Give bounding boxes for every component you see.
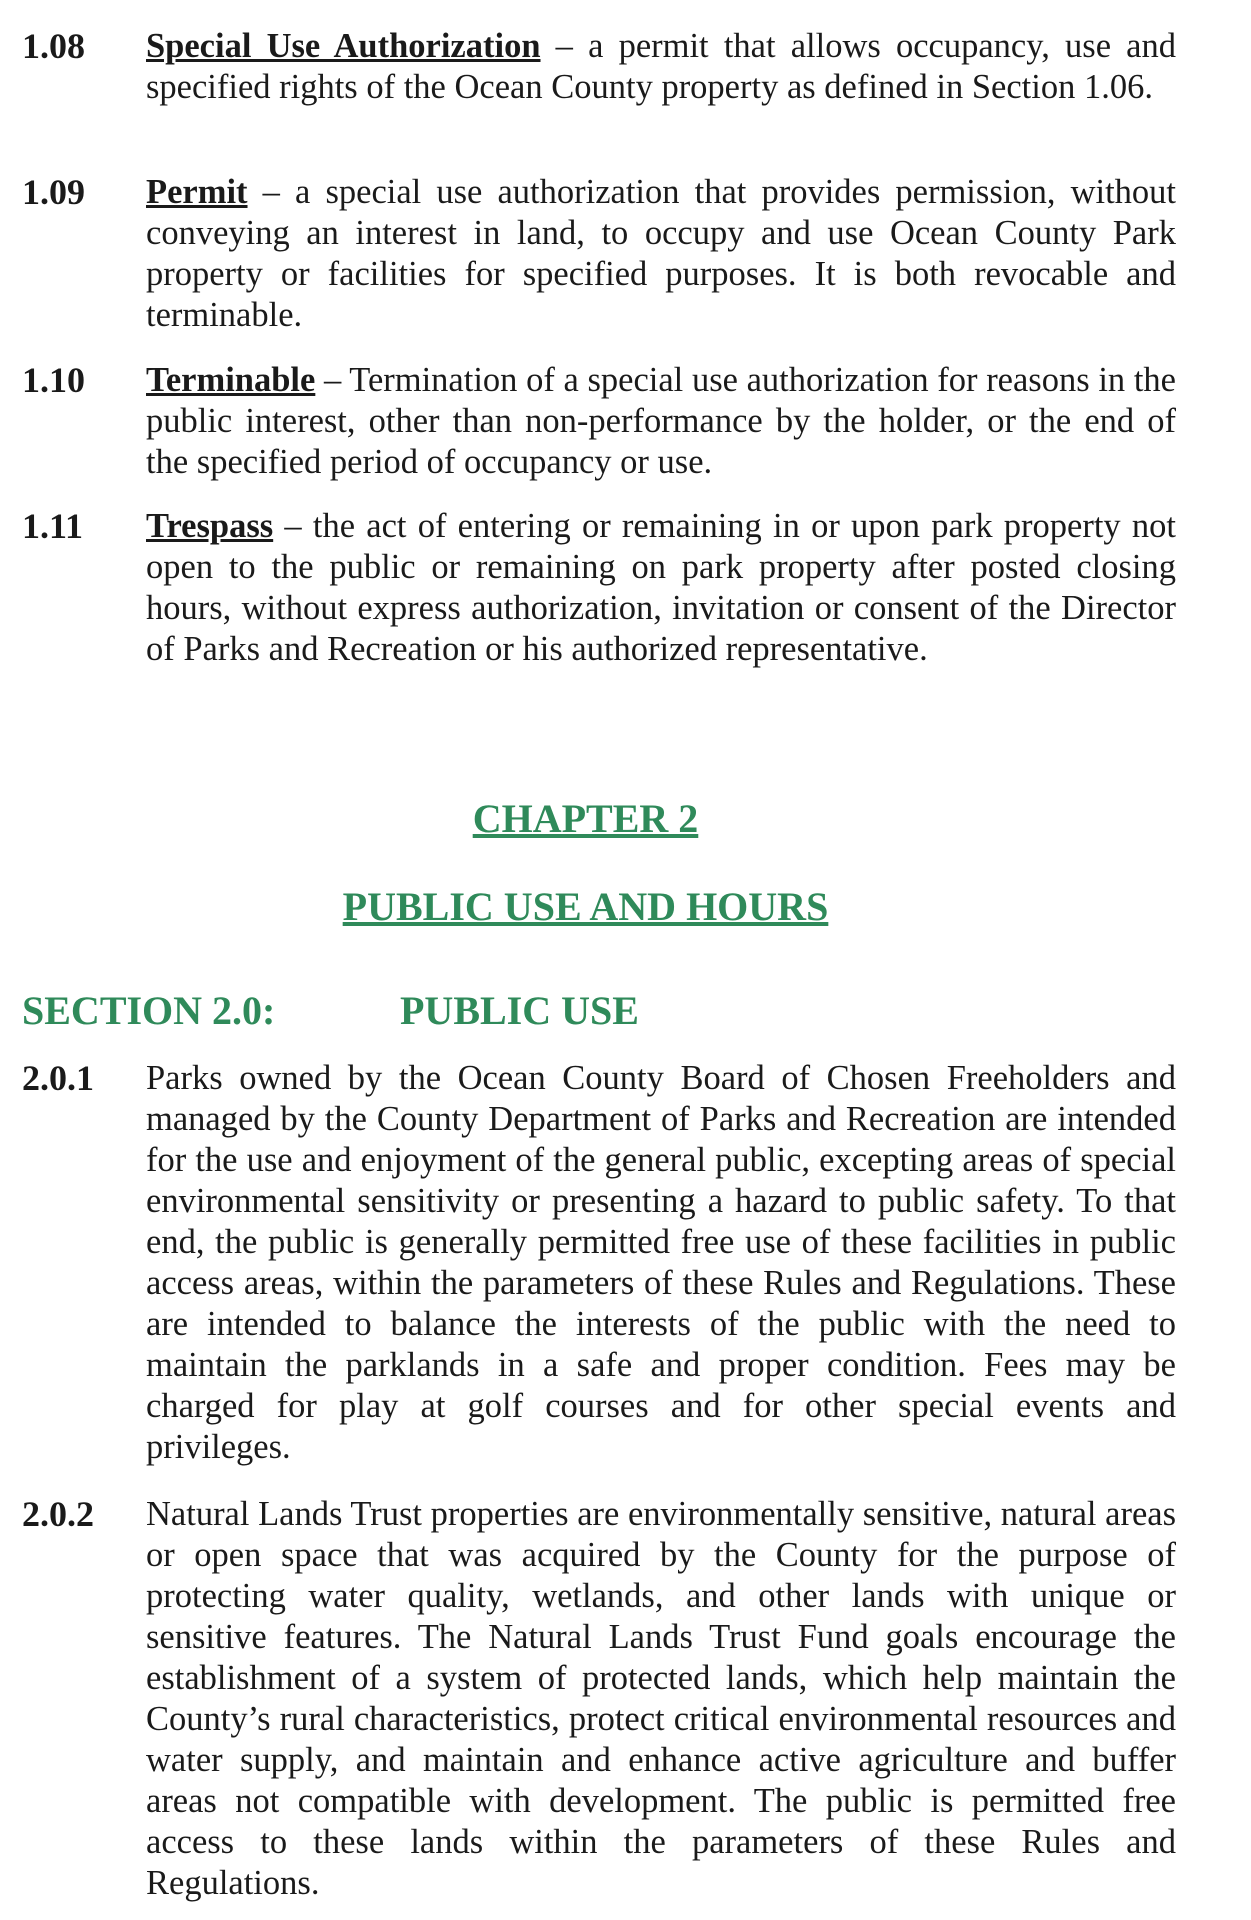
chapter-title: PUBLIC USE AND HOURS [342, 884, 829, 929]
section-label: SECTION 2.0: [22, 988, 276, 1033]
definition-term: Permit [146, 173, 248, 211]
definition-text: – a special use authorization that provides permission, without conveying an interest in land, to occupy and use Ocean County Park property or facilities for specified purposes. It is both revocable and terminable. [146, 173, 1176, 334]
definition-number: 1.10 [22, 360, 85, 400]
chapter-label: CHAPTER 2 [472, 796, 699, 841]
clause-number: 2.0.2 [22, 1494, 94, 1534]
definition-body [146, 506, 1176, 670]
definition-1-10 [22, 360, 1176, 483]
definition-1-09 [22, 172, 1176, 336]
clause-text: Natural Lands Trust properties are environmentally sensitive, natural areas or open space that was acquired by the County for the purpose of protecting water quality, wetlands, and other lands with unique or sensitive features. The Natural Lands Trust Fund goals encourage the establishment of a system of protected lands, which help maintain the County’s rural characteristics, protect critical environmental resources and water supply, and maintain and enhance active agriculture and buffer areas not compatible with development. The public is permitted free access to these lands within the parameters of these Rules and Regulations. [146, 1495, 1176, 1902]
definition-term: Terminable [146, 361, 316, 399]
definition-body [146, 172, 1176, 336]
definition-term: Trespass [146, 507, 274, 545]
definition-term: Special Use Authorization [146, 27, 541, 65]
clause-2-0-1 [22, 1058, 1176, 1468]
clause-text: Parks owned by the Ocean County Board of Chosen Freeholders and managed by the County Department of Parks and Recreation are intended for the use and enjoyment of the general public, excepting areas of special environmental sensitivity or presenting a hazard to public safety. To that end, the public is generally permitted free use of these facilities in public access areas, within the parameters of these Rules and Regulations. These are intended to balance the interests of the public with the need to maintain the parklands in a safe and proper condition. Fees may be charged for play at golf courses and for other special events and privileges. [146, 1059, 1176, 1466]
definition-text: – Termination of a special use authorization for reasons in the public interest, other than non-performance by the holder, or the end of the specified period of occupancy or use. [146, 361, 1176, 481]
clause-number: 2.0.1 [22, 1058, 94, 1098]
definition-text: – a permit that allows occupancy, use and specified rights of the Ocean County property as defined in Section 1.06. [146, 27, 1176, 106]
definition-1-11 [22, 506, 1176, 670]
definition-number: 1.11 [22, 506, 84, 546]
definition-body [146, 26, 1176, 108]
definition-1-08 [22, 26, 1176, 108]
clause-2-0-2 [22, 1494, 1176, 1904]
definition-body [146, 360, 1176, 483]
definition-text: – the act of entering or remaining in or upon park property not open to the public or remaining on park property after posted closing hours, without express authorization, invitation or consent of the Director of Parks and Recreation or his authorized representative. [146, 507, 1176, 668]
section-title: PUBLIC USE [400, 988, 639, 1033]
definition-number: 1.08 [22, 26, 85, 66]
definition-number: 1.09 [22, 172, 85, 212]
